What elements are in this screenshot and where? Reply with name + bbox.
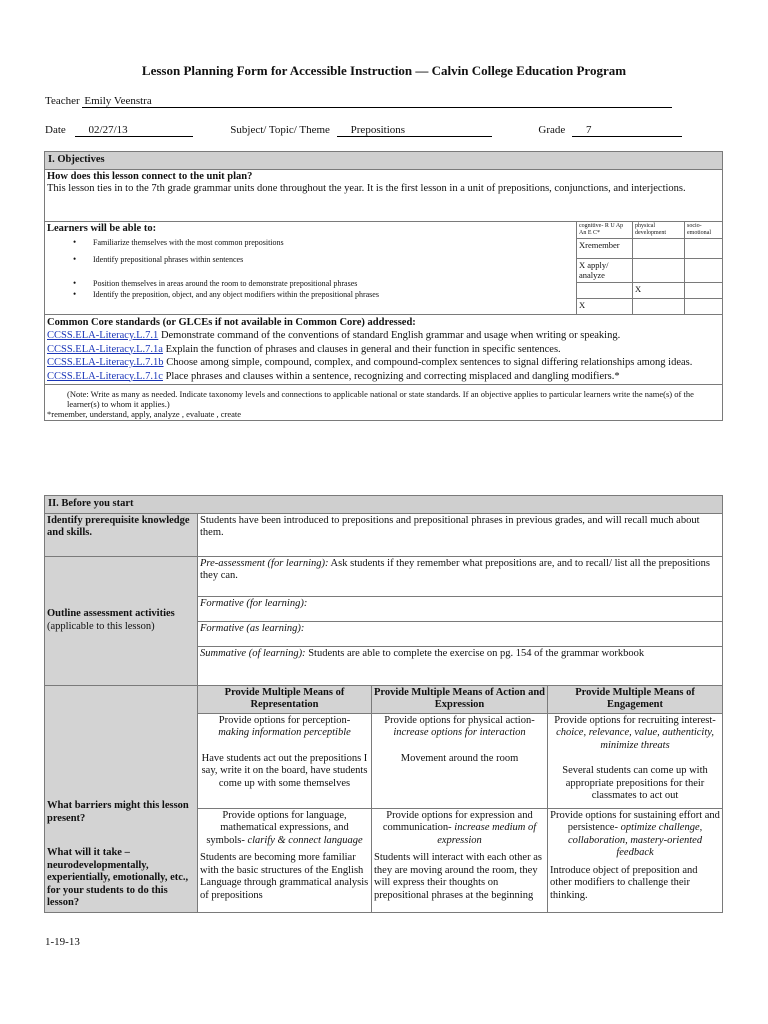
udl-option: Provide options for expression and communication-	[382, 809, 533, 833]
udl-cell	[372, 808, 548, 912]
domain-mark	[685, 238, 723, 258]
udl-body: Have students act out the prepositions I say, write it on the board, have students come up with some themselves	[201, 752, 368, 789]
barriers-cell	[45, 685, 198, 912]
udl-body: Students are becoming more familiar with the basic structures of the English Language through grammatical analysis of prepositions	[200, 852, 369, 901]
assessment-sub: (applicable to this lesson)	[47, 620, 155, 632]
what-take-label: What will it take – neurodevelopmentally, experientially, emotionally, etc., for your students to do this lesson?	[47, 847, 189, 908]
page-title: Lesson Planning Form for Accessible Instruction — Calvin College Education Program	[141, 63, 627, 78]
teacher-label: Teacher	[45, 95, 80, 107]
udl-option-italic: increase medium of expression	[437, 822, 537, 846]
teacher-row	[45, 95, 672, 108]
udl-body: Movement around the room	[400, 752, 519, 764]
learners-cell	[45, 221, 577, 314]
unit-connection-cell	[45, 169, 723, 221]
udl-option-italic: making information perceptible	[218, 727, 351, 738]
udl-body: Introduce object of preposition and other modifiers to challenge their thinking.	[550, 864, 698, 901]
grade-field[interactable]: 7	[572, 124, 682, 137]
udl-option: Provide options for physical action-	[384, 714, 535, 726]
formative-for-learning: Formative (for learning):	[198, 596, 723, 621]
udl-header-action: Provide Multiple Means of Action and Expression	[372, 685, 548, 713]
ccss-link[interactable]: CCSS.ELA-Literacy.L.7.1	[47, 330, 159, 341]
ccss-item	[47, 343, 720, 357]
grade-label: Grade	[538, 124, 566, 136]
learners-heading: Learners will be able to:	[47, 222, 157, 234]
unit-connection-answer: This lesson ties in to the 7th grade grammar units done throughout the year. It is the first lesson in a unit of prepositions, conjunctions, and interjections.	[47, 183, 686, 194]
pre-assessment-cell	[198, 556, 723, 596]
date-field[interactable]: 02/27/13	[75, 124, 193, 137]
domain-header-cognitive: cognitive- R U Ap An E C*	[577, 221, 633, 238]
objectives-heading: I. Objectives	[45, 152, 723, 170]
udl-cell	[372, 713, 548, 808]
date-row	[45, 124, 682, 137]
before-table	[44, 495, 723, 913]
summative-cell	[198, 646, 723, 685]
prereq-text: Students have been introduced to prepositions and prepositional phrases in previous grades, and will recall much about them.	[198, 513, 723, 556]
ccss-link[interactable]: CCSS.ELA-Literacy.L.7.1a	[47, 343, 163, 355]
domain-mark	[685, 258, 723, 282]
ccss-text: Explain the function of phrases and clauses in general and their function in specific sentences.	[162, 343, 561, 355]
udl-option-italic: optimize challenge, collaboration, mastery-oriented feedback	[567, 822, 703, 858]
udl-body: Several students can come up with appropriate prepositions for their classmates to act out	[562, 765, 708, 801]
barriers-label: What barriers might this lesson present?	[47, 800, 189, 824]
learner-objective: • Identify the preposition, object, and any object modifiers within the prepositional phrases	[47, 290, 574, 300]
assessment-label: Outline assessment activities	[47, 608, 175, 619]
ccss-text: Demonstrate command of the conventions of standard English grammar and usage when writing or speaking.	[158, 330, 621, 341]
domain-mark: Xremember	[577, 238, 633, 258]
learner-objective: • Identify prepositional phrases within sentences	[47, 255, 574, 265]
udl-cell	[198, 713, 372, 808]
udl-cell	[548, 713, 723, 808]
teacher-field[interactable]: Emily Veenstra	[82, 95, 672, 108]
domain-mark	[685, 298, 723, 314]
learner-objective: • Position themselves in areas around the room to demonstrate prepositional phrases	[47, 279, 574, 289]
domain-mark	[577, 282, 633, 298]
subject-field[interactable]: Prepositions	[337, 124, 492, 137]
udl-header-representation: Provide Multiple Means of Representation	[198, 685, 372, 713]
domain-mark: X	[633, 282, 685, 298]
assessment-label-cell	[45, 556, 198, 685]
udl-option: Provide options for perception-	[218, 714, 351, 726]
ccss-item	[47, 370, 720, 384]
pre-assessment-label: Pre-assessment (for learning):	[200, 557, 329, 569]
summative-label: Summative (of learning):	[200, 647, 306, 659]
unit-connection-question: How does this lesson connect to the unit plan?	[47, 170, 253, 182]
pre-assessment-text: Ask students if they remember what prepositions are, and to recall/ list all the prepositions they can.	[200, 557, 710, 581]
ccss-heading: Common Core standards (or GLCEs if not available in Common Core) addressed:	[47, 316, 416, 328]
domain-mark: X	[577, 298, 633, 314]
udl-option-italic: increase options for interaction	[393, 727, 526, 738]
domain-mark	[685, 282, 723, 298]
domain-mark: X apply/ analyze	[577, 258, 633, 282]
ccss-text: Place phrases and clauses within a sentence, recognizing and correcting misplaced and dangling modifiers.*	[162, 370, 620, 382]
domain-header-physical: physical development	[633, 221, 685, 238]
objectives-note: (Note: Write as many as needed. Indicate taxonomy levels and connections to applicable national or state standards. If an objective applies to particular learners write the name(s) of the learner(s) to whom it applies.)	[67, 389, 694, 409]
domain-mark	[633, 298, 685, 314]
note-cell	[45, 385, 723, 421]
domain-mark	[633, 238, 685, 258]
udl-option: Provide options for sustaining effort and persistence-	[550, 809, 720, 833]
udl-option: Provide options for language, mathematical expressions, and symbols-	[206, 809, 349, 846]
prereq-label: Identify prerequisite knowledge and skills.	[45, 513, 198, 556]
domain-header-socio: socio-emotional	[685, 221, 723, 238]
ccss-link[interactable]: CCSS.ELA-Literacy.L.7.1b	[47, 357, 164, 368]
objectives-table	[44, 151, 723, 421]
subject-label: Subject/ Topic/ Theme	[230, 124, 330, 136]
footer-date: 1-19-13	[45, 936, 80, 948]
udl-header-engagement: Provide Multiple Means of Engagement	[548, 685, 723, 713]
udl-option-italic: choice, relevance, value, authenticity, minimize threats	[556, 727, 714, 751]
learner-objective: • Familiarize themselves with the most common prepositions	[47, 238, 574, 248]
udl-option-italic: clarify & connect language	[247, 834, 363, 846]
udl-cell	[548, 808, 723, 912]
formative-as-learning: Formative (as learning):	[198, 621, 723, 646]
udl-body: Students will interact with each other as they are moving around the room, they will express their thoughts on prepositional phrases at the beginning	[374, 852, 542, 901]
ccss-item	[47, 356, 720, 370]
summative-text: Students are able to complete the exercise on pg. 154 of the grammar workbook	[305, 647, 645, 659]
taxonomy-note: *remember, understand, apply, analyze , evaluate , create	[47, 409, 242, 419]
ccss-link[interactable]: CCSS.ELA-Literacy.L.7.1c	[47, 370, 163, 382]
domain-mark	[633, 258, 685, 282]
udl-option: Provide options for recruiting interest-	[554, 714, 716, 726]
ccss-item	[47, 329, 720, 343]
udl-cell	[198, 808, 372, 912]
before-heading: II. Before you start	[45, 496, 723, 514]
date-label: Date	[45, 124, 66, 136]
ccss-text: Choose among simple, compound, complex, and compound-complex sentences to signal differing relationships among ideas.	[163, 357, 693, 368]
ccss-cell	[45, 314, 723, 385]
